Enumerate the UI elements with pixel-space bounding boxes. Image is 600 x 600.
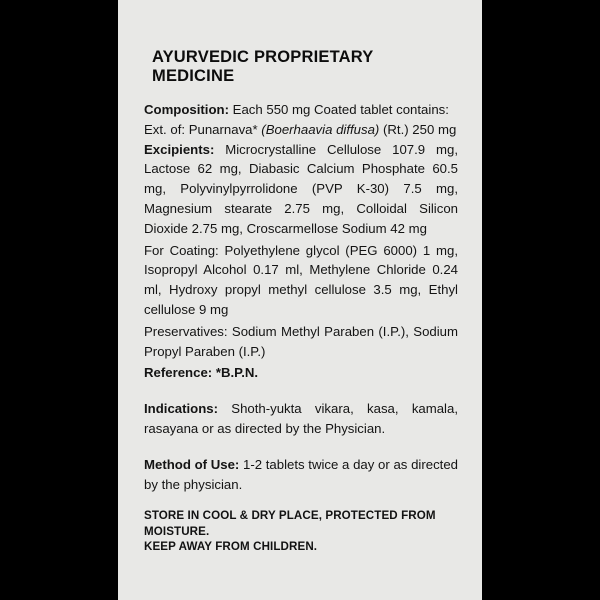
- excipients-label: Excipients:: [144, 141, 215, 157]
- coating-section: For Coating: Polyethylene glycol (PEG 6000) 1 mg, Isopropyl Alcohol 0.17 ml, Methylene Chloride 0.24 ml, Hydroxy propyl methyl cellulose 3.5 mg, Ethyl cellulose 9 mg: [144, 242, 458, 317]
- storage-instructions: [144, 508, 458, 554]
- composition-line1: Each 550 mg Coated tablet contains:: [228, 102, 449, 117]
- method-of-use-label: Method of Use:: [144, 456, 240, 472]
- indications-section: [144, 399, 458, 439]
- section-divider-1: [144, 385, 458, 399]
- indications-label: Indications:: [144, 401, 218, 417]
- storage-line-2: MOISTURE.: [144, 524, 210, 538]
- excipients-section: [144, 140, 458, 239]
- excipients-text: Microcrystalline Cellulose 107.9 mg, Lactose 62 mg, Diabasic Calcium Phosphate 60.5 mg, Polyvinylpyrrolidone (PVP K-30) 7.5 mg, Magnesium stearate 2.75 mg, Colloidal Silicon Dioxide 2.75 mg, Croscarmellose Sodium 42 mg: [144, 141, 458, 236]
- method-of-use-text: 1-2 tablets twice a day or as directed by the physician.: [144, 456, 458, 492]
- medicine-label-card: [118, 0, 482, 600]
- method-of-use-section: [144, 455, 458, 495]
- page-title: AYURVEDIC PROPRIETARY MEDICINE: [152, 48, 374, 85]
- reference-section: [144, 363, 458, 383]
- preservatives-section: Preservatives: Sodium Methyl Paraben (I.P.), Sodium Propyl Paraben (I.P.): [144, 323, 458, 359]
- section-divider-2: [144, 441, 458, 455]
- composition-botanical-name: (Boerhaavia diffusa): [261, 121, 380, 137]
- indications-text: Shoth-yukta vikara, kasa, kamala, rasayana or as directed by the Physician.: [144, 401, 458, 436]
- composition-label: Composition:: [144, 102, 229, 117]
- reference-label: Reference:: [144, 365, 213, 381]
- composition-line2-suffix: (Rt.) 250 mg: [379, 121, 457, 137]
- storage-line-1: STORE IN COOL & DRY PLACE, PROTECTED FROM: [144, 509, 436, 523]
- storage-line-3: KEEP AWAY FROM CHILDREN.: [144, 539, 318, 553]
- reference-value: *B.P.N.: [212, 365, 259, 381]
- composition-section: [144, 100, 458, 140]
- composition-line2-prefix: Ext. of: Punarnava*: [144, 121, 262, 137]
